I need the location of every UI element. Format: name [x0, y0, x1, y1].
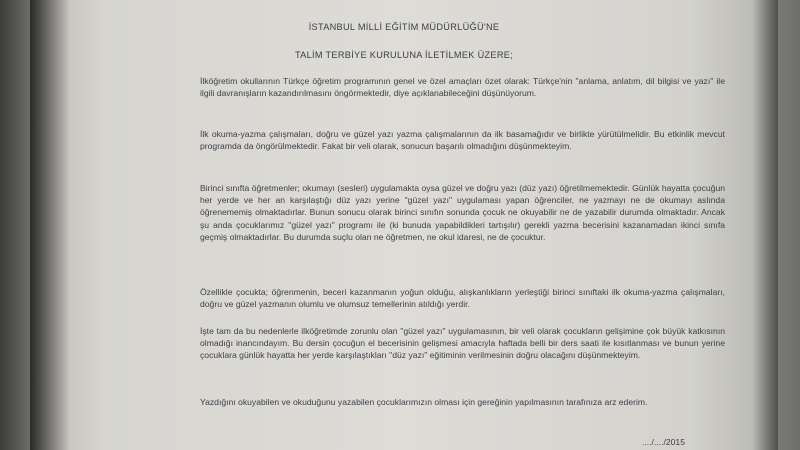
- right-edge-shadow: [752, 0, 778, 450]
- paragraph-4: Özellikle çocukta; öğrenmenin, beceri kazanmanın yoğun olduğu, alışkanlıkların yerleştiği birinci sınıftaki ilk okuma-yazma çalışmaları, doğru ve güzel yazmanın olumlu ve olumsuz temellerinin atıldığı yerdir.: [200, 287, 725, 310]
- subject-heading: TALİM TERBİYE KURULUNA İLETİLMEK ÜZERE;: [294, 50, 514, 60]
- date-line: ..../..../2015: [642, 437, 685, 447]
- paragraph-3: Birinci sınıfta öğretmenler; okumayı (sesleri) uygulamakta oysa güzel ve doğru yazı (düz yazı) öğretilmemektedir. Günlük hayatta çocuğun her yerde ve her an karşılaştığı düz yazı yerine "güzel yazı" uygulaması yapan öğrenciler, ne yazmayı ne de okumayı aslında öğrenememiş olmaktadırlar. Bunun sonucu olarak birinci sınıfın sonunda çocuk ne okuyabilir ne de yazabilir durumda olmaktadır. Ancak şu anda çocuklarımız "güzel yazı" programı ile (ki bunuda yapabildikleri tartışılır) gerekli yazma becerisini kazanamadan ikinci sınıfa geçmiş olmaktadırlar. Bu durumda suçlu olan ne öğretmen, ne okul idaresi, ne de çocuktur.: [200, 183, 725, 242]
- paragraph-6: Yazdığını okuyabilen ve okuduğunu yazabilen çocuklarımızın olması için gereğinin yapılmasının tarafınıza arz ederim.: [200, 397, 648, 407]
- paragraph-1: İlköğretim okullarının Türkçe öğretim programının genel ve özel amaçları özet olarak: Türkçe'nin "anlama, anlatım, dil bilgisi ve yazı" ile ilgili davranışların kazandırılmasını öngörmektedir, diye açıklanabileceğini düşünüyorum.: [200, 76, 725, 99]
- paragraph-2: İlk okuma-yazma çalışmaları, doğru ve güzel yazı yazma çalışmalarının da ilk basamağıdır ve birlikte yürütülmelidir. Bu etkinlik mevcut programda da öngörülmektedir. Fakat bir veli olarak, sonucun başarılı olmadığını düşünmekteyim.: [200, 129, 725, 152]
- left-edge-shadow: [30, 0, 70, 450]
- document-page: [30, 0, 778, 450]
- addressee-heading: İSTANBUL MİLLİ EĞİTİM MÜDÜRLÜĞÜ'NE: [308, 22, 500, 32]
- paragraph-5: İşte tam da bu nedenlerle ilköğretimde zorunlu olan "güzel yazı" uygulamasının, bir veli olarak çocukların gelişimine çok büyük katkısının olmadığı inancındayım. Bu dersin çocuğun el becerisinin gelişmesi amacıyla haftada belli bir ders saati ile kısıtlanması ve bunun yerine çocuklara günlük hayatta her yerde karşılaştıkları "düz yazı" eğitiminin verilmesinin doğru olacağını düşünmekteyim.: [200, 326, 725, 361]
